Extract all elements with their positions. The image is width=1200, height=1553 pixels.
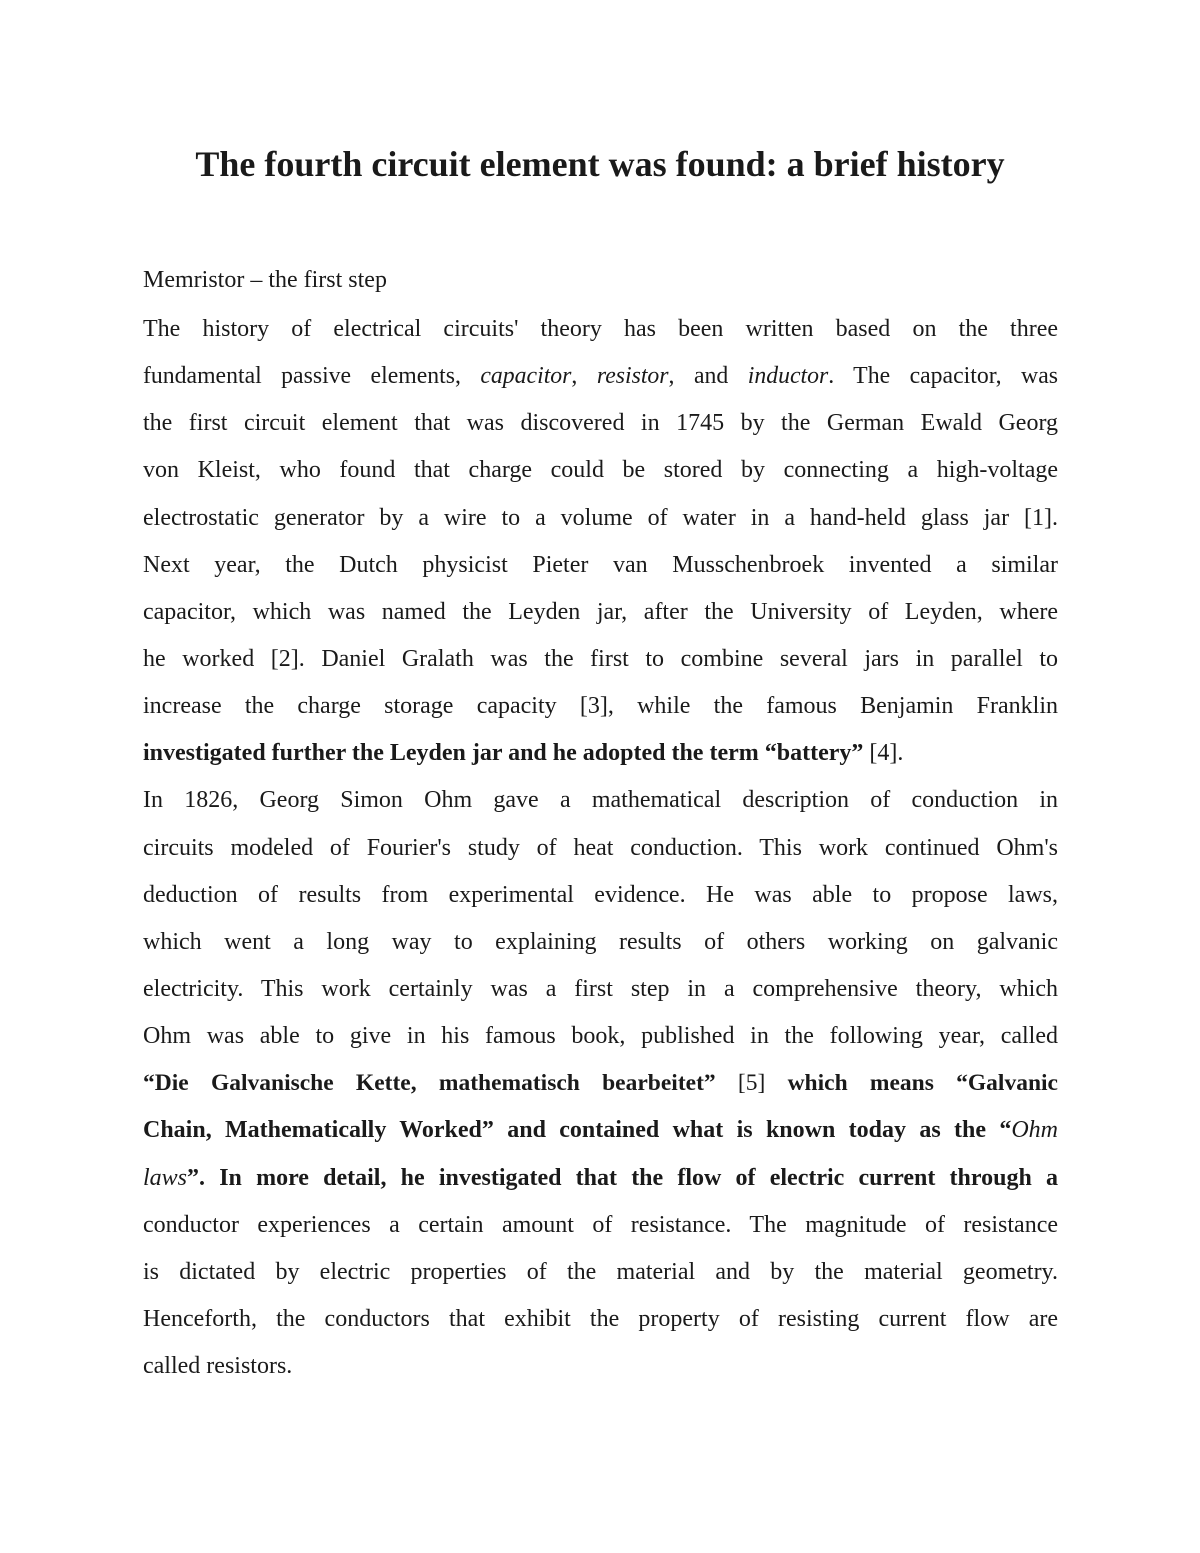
section-heading: Memristor – the first step: [143, 267, 387, 293]
text-line: laws”. In more detail, he investigated that the flow of electric current through a: [143, 1164, 1058, 1191]
text-line: capacitor, which was named the Leyden jar, after the University of Leyden, where: [143, 598, 1058, 625]
text-line: Henceforth, the conductors that exhibit the property of resisting current flow are: [143, 1305, 1058, 1332]
text-line: electricity. This work certainly was a first step in a comprehensive theory, which: [143, 975, 1058, 1002]
text-line: von Kleist, who found that charge could be stored by connecting a high-voltage: [143, 457, 1058, 484]
text-line: “Die Galvanische Kette, mathematisch bearbeitet” [5] which means “Galvanic: [143, 1070, 1058, 1097]
text-line: electrostatic generator by a wire to a volume of water in a hand-held glass jar [1].: [143, 504, 1058, 531]
text-line: The history of electrical circuits' theory has been written based on the three: [143, 316, 1058, 342]
text-line: called resistors.: [143, 1353, 293, 1380]
text-line: conductor experiences a certain amount of resistance. The magnitude of resistance: [143, 1211, 1058, 1238]
text-line: the first circuit element that was discovered in 1745 by the German Ewald Georg: [143, 410, 1058, 437]
text-line: Ohm was able to give in his famous book, published in the following year, called: [143, 1023, 1058, 1050]
text-line: In 1826, Georg Simon Ohm gave a mathematical description of conduction in: [143, 787, 1058, 814]
text-line: deduction of results from experimental evidence. He was able to propose laws,: [143, 881, 1058, 908]
text-line: fundamental passive elements, capacitor, resistor, and inductor. The capacitor, was: [143, 363, 1058, 390]
text-line: he worked [2]. Daniel Gralath was the first to combine several jars in parallel to: [143, 645, 1058, 672]
text-line: investigated further the Leyden jar and he adopted the term “battery” [4].: [143, 740, 904, 767]
text-line: which went a long way to explaining results of others working on galvanic: [143, 928, 1058, 955]
text-line: circuits modeled of Fourier's study of heat conduction. This work continued Ohm's: [143, 834, 1058, 861]
text-line: Next year, the Dutch physicist Pieter van Musschenbroek invented a similar: [143, 551, 1058, 578]
document-title: The fourth circuit element was found: a brief history: [195, 144, 1005, 184]
text-line: increase the charge storage capacity [3], while the famous Benjamin Franklin: [143, 693, 1058, 720]
body-paragraphs: [143, 306, 1058, 1390]
text-line: Chain, Mathematically Worked” and contained what is known today as the “Ohm: [143, 1117, 1058, 1144]
text-line: is dictated by electric properties of the material and by the material geometry.: [143, 1258, 1058, 1285]
